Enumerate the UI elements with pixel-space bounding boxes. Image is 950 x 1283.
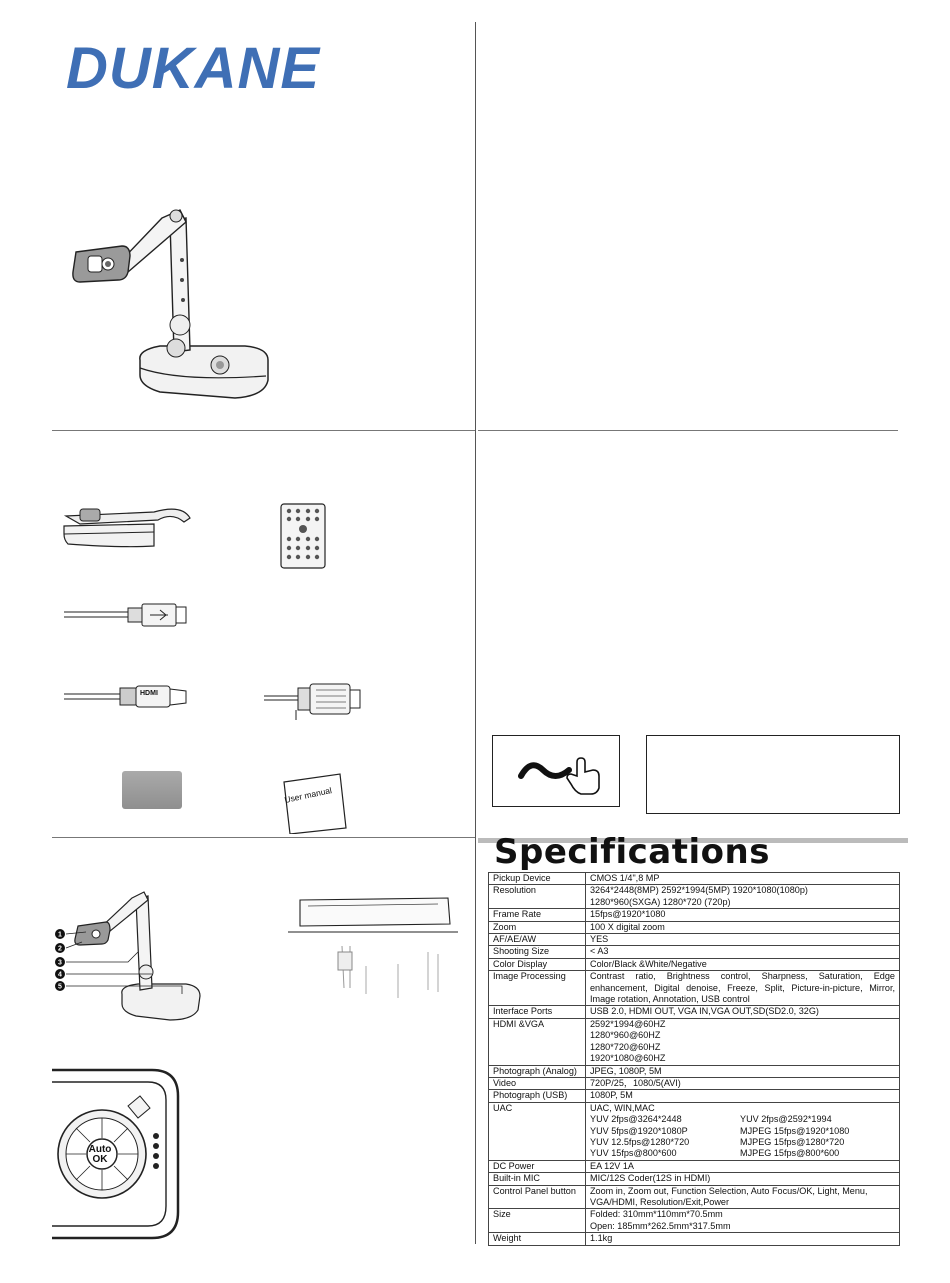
spec-value-line: 720P/25，1080/5(AVI) [590,1077,681,1088]
divider-top-left [52,430,475,431]
spec-value [586,1006,900,1018]
spec-value-line: 1280*960@60HZ [590,1030,661,1041]
spec-row [489,885,900,909]
spec-value-cell: YUV 15fps@800*600 [590,1148,677,1159]
spec-value [586,885,900,909]
rear-view-illustration [288,892,460,1002]
spec-row [489,934,900,946]
spec-label: Pickup Device [489,873,586,885]
blank-info-box [646,735,900,814]
spec-label: Built-in MIC [489,1173,586,1185]
spec-value [586,946,900,958]
auto-ok-button-label [87,1145,113,1165]
spec-row [489,1006,900,1018]
spec-row [489,1065,900,1077]
usb-cable-illustration [62,600,192,630]
spec-value-line: < A3 [590,946,609,957]
remote-control-illustration [280,503,326,569]
spec-value-cell: YUV 12.5fps@1280*720 [590,1136,690,1147]
spec-value [586,873,900,885]
spec-value-line: EA 12V 1A [590,1160,634,1171]
spec-value-line: CMOS 1/4",8 MP [590,873,660,883]
spec-label: Control Panel button [489,1185,586,1209]
spec-value-line: Open: 185mm*262.5mm*317.5mm [590,1220,731,1231]
spec-value-line: 15fps@1920*1080 [590,909,666,920]
spec-value [586,1173,900,1185]
spec-value-line: MIC/12S Coder(12S in HDMI) [590,1173,711,1184]
spec-value-cell: YUV 2fps@3264*2448 [590,1114,682,1125]
spec-value [586,1185,900,1209]
brand-logo: DUKANE [66,36,321,101]
spec-label: Shooting Size [489,946,586,958]
spec-row [489,921,900,933]
spec-label: Size [489,1209,586,1233]
spec-row [489,1209,900,1233]
hdmi-cable-illustration [62,683,192,711]
spec-label: Resolution [489,885,586,909]
spec-row [489,1185,900,1209]
vga-cable-illustration [262,682,362,722]
cleaning-cloth-illustration [122,771,182,809]
divider-mid-left [52,837,475,838]
spec-row [489,1173,900,1185]
spec-value [586,1209,900,1233]
spec-value-line: 1.1kg [590,1233,613,1244]
auto-label: Auto [88,1144,112,1155]
spec-row [489,1077,900,1089]
spec-value-line: YES [590,934,609,945]
spec-row [489,971,900,1006]
spec-value-line: 1920*1080@60HZ [590,1053,666,1064]
control-panel-illustration [52,1066,184,1244]
spec-label: Photograph (USB) [489,1090,586,1102]
spec-value [586,1090,900,1102]
spec-label: UAC [489,1102,586,1160]
spec-label: Interface Ports [489,1006,586,1018]
spec-value-text: Contrast ratio, Brightness control, Sharpness, Saturation, Edge enhancement, Digital denoise, Freeze, Split, Picture-in-picture, Mirror, Image rotation, Annotation, USB control [590,971,895,1005]
callout-4: 4 [58,971,62,979]
hdmi-label: HDMI [140,690,158,697]
spec-value [586,921,900,933]
usb-connection-icon-box [492,735,620,807]
hand-swipe-icon [493,736,619,806]
spec-label: Frame Rate [489,909,586,921]
spec-value-cell: YUV 5fps@1920*1080P [590,1125,688,1136]
spec-value-cell: MJPEG 15fps@1280*720 [740,1136,845,1147]
spec-value [586,1160,900,1172]
document-camera-illustration [70,200,280,405]
spec-label: DC Power [489,1160,586,1172]
spec-row [489,946,900,958]
spec-value-cell: MJPEG 15fps@1920*1080 [740,1125,850,1136]
spec-value-pair [590,1148,895,1159]
spec-value [586,909,900,921]
spec-label: Image Processing [489,971,586,1006]
user-manual-label: User manual [283,785,333,805]
callout-3: 3 [58,959,62,967]
spec-value-line: 1280*720@60HZ [590,1041,661,1052]
callout-5: 5 [58,983,62,991]
spec-value [586,1065,900,1077]
spec-label: HDMI &VGA [489,1018,586,1065]
spec-value-line: Zoom in, Zoom out, Function Selection, Auto Focus/OK, Light, Menu, [590,1185,868,1196]
parts-diagram-illustration [52,882,202,1024]
spec-value [586,1018,900,1065]
spec-value-line: USB 2.0, HDMI OUT, VGA IN,VGA OUT,SD(SD2.0, 32G) [590,1006,819,1017]
center-divider [475,22,476,1244]
spec-value [586,934,900,946]
specifications-table [488,872,900,1246]
spec-value-pair [590,1114,895,1125]
spec-value [586,971,900,1006]
spec-label: Zoom [489,921,586,933]
spec-value-pair [590,1126,895,1137]
spec-value-line: 1080P, 5M [590,1090,633,1101]
ok-label: OK [92,1154,108,1165]
spec-value-line: 1280*960(SXGA) 1280*720 (720p) [590,896,731,907]
spec-value-line: UAC, WIN,MAC [590,1102,655,1113]
spec-value [586,1077,900,1089]
spec-value-pair [590,1137,895,1148]
callout-1: 1 [58,931,62,939]
spec-row [489,1102,900,1160]
spec-label: AF/AE/AW [489,934,586,946]
spec-label: Color Display [489,958,586,970]
spec-value-line: 3264*2448(8MP) 2592*1994(5MP) 1920*1080(1080p) [590,885,808,896]
spec-value [586,958,900,970]
specifications-title: Specifications [494,832,770,872]
spec-row [489,958,900,970]
spec-row [489,1018,900,1065]
spec-row [489,873,900,885]
callout-2: 2 [58,945,62,953]
spec-value [586,1102,900,1160]
folded-camera-illustration [62,496,197,551]
divider-top-right [478,430,898,431]
spec-value-line: 2592*1994@60HZ [590,1018,666,1029]
spec-label: Weight [489,1233,586,1245]
spec-value [586,1233,900,1245]
spec-row [489,1090,900,1102]
spec-value-line: VGA/HDMI, Resolution/Exit,Power [590,1196,729,1207]
spec-value-line: Folded: 310mm*110mm*70.5mm [590,1209,723,1220]
spec-value-line: Color/Black &White/Negative [590,958,707,969]
spec-label: Video [489,1077,586,1089]
spec-label: Photograph (Analog) [489,1065,586,1077]
spec-value-line: 100 X digital zoom [590,921,665,932]
spec-row [489,1160,900,1172]
spec-value-line: JPEG, 1080P, 5M [590,1065,662,1076]
spec-value-cell: YUV 2fps@2592*1994 [740,1114,832,1125]
spec-row [489,1233,900,1245]
spec-row [489,909,900,921]
spec-value-cell: MJPEG 15fps@800*600 [740,1148,840,1159]
